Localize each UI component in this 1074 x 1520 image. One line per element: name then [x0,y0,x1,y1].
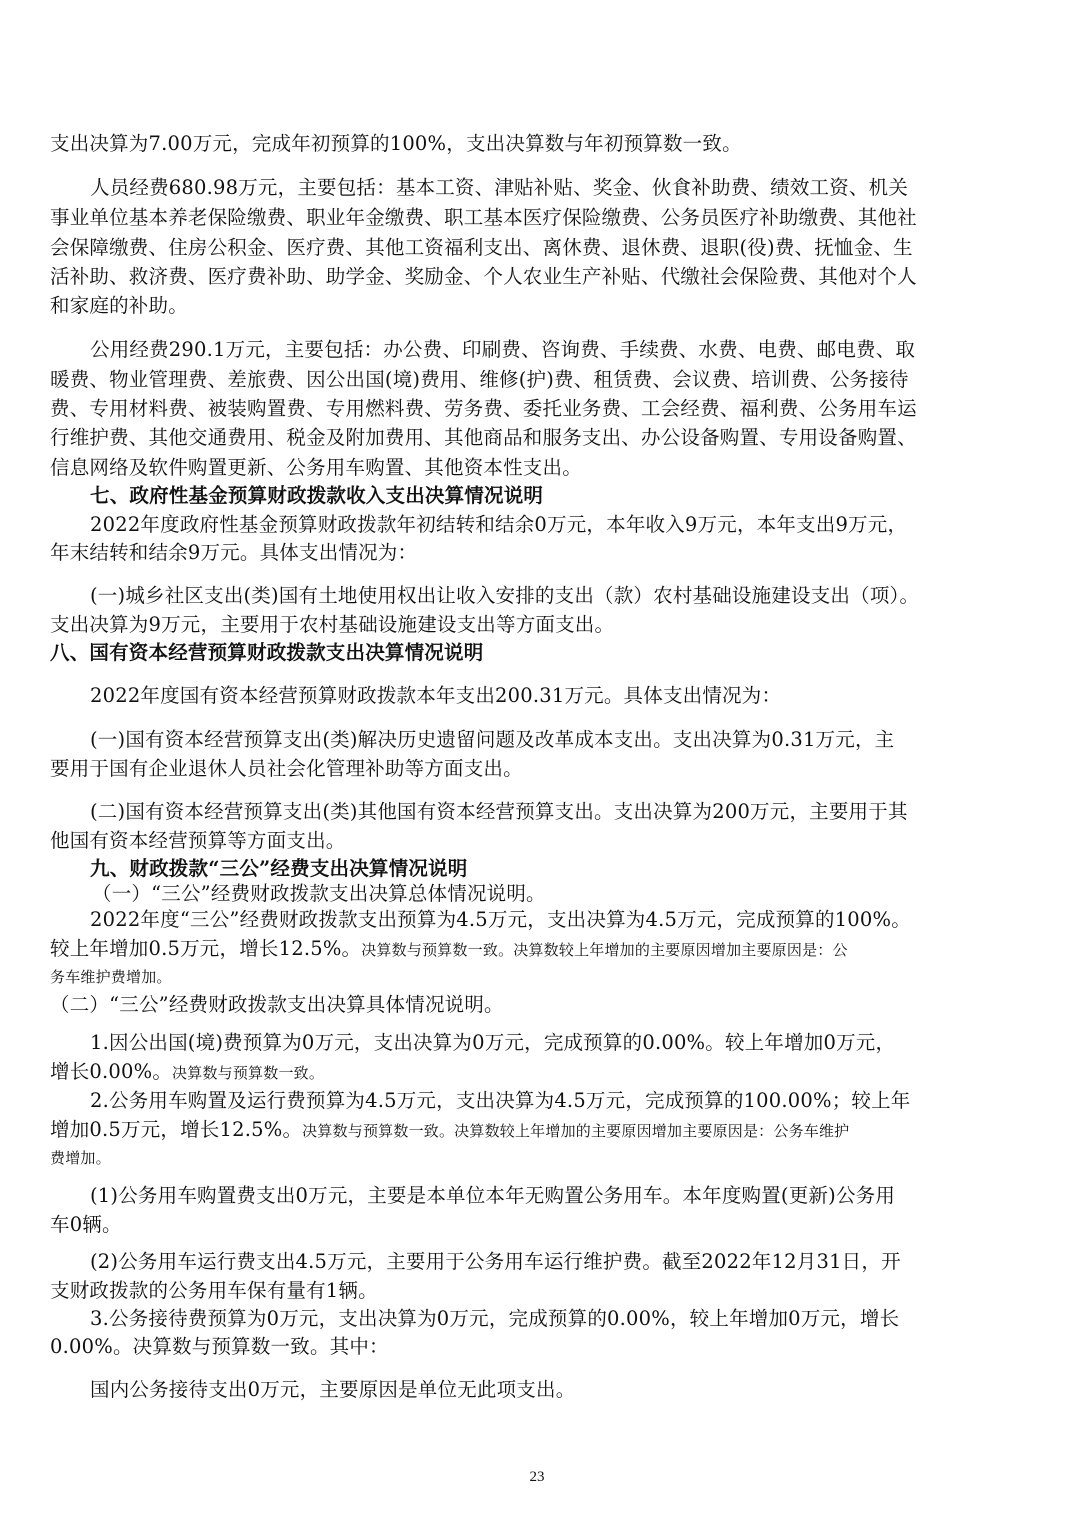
text-line: 2022年度国有资本经营预算财政拨款本年支出200.31万元。具体支出情况为： [90,684,782,707]
text-line: 支出决算为7.00万元，完成年初预算的100%，支出决算数与年初预算数一致。 [50,132,742,155]
text-segment-small: 决算数与预算数一致。决算数较上年增加的主要原因增加主要原因是：公务车维护 [302,1122,850,1140]
text-line: (2)公务用车运行费支出4.5万元，主要用于公务用车运行维护费。截至2022年12月31日，开 [90,1250,901,1273]
section-heading: 七、政府性基金预算财政拨款收入支出决算情况说明 [90,484,544,507]
text-line: 国内公务接待支出0万元，主要原因是单位无此项支出。 [90,1378,576,1401]
text-line: 2022年度政府性基金预算财政拨款年初结转和结余0万元，本年收入9万元，本年支出9万元， [90,513,908,536]
text-line: 信息网络及软件购置更新、公务用车购置、其他资本性支出。 [50,456,582,479]
text-line: (一)国有资本经营预算支出(类)解决历史遗留问题及改革成本支出。支出决算为0.31万元，主 [90,728,895,751]
text-line [50,1060,1000,1085]
text-line: 事业单位基本养老保险缴费、职业年金缴费、职工基本医疗保险缴费、公务员医疗补助缴费、其他社 [50,206,917,229]
text-line: 他国有资本经营预算等方面支出。 [50,829,346,852]
text-segment: 增长0.00%。 [50,1060,173,1083]
subsection-heading: （一）“三公”经费财政拨款支出决算总体情况说明。 [92,882,546,905]
subsection-heading: （二）“三公”经费财政拨款支出决算具体情况说明。 [50,993,504,1016]
text-line: 暖费、物业管理费、差旅费、因公出国(境)费用、维修(护)费、租赁费、会议费、培训费、公务接待 [50,368,909,391]
text-line: 要用于国有企业退休人员社会化管理补助等方面支出。 [50,757,523,780]
text-line: 2022年度“三公”经费财政拨款支出预算为4.5万元，支出决算为4.5万元，完成预算的100%。 [90,908,911,931]
text-line: 会保障缴费、住房公积金、医疗费、其他工资福利支出、离休费、退休费、退职(役)费、抚恤金、生 [50,236,913,259]
text-line: (二)国有资本经营预算支出(类)其他国有资本经营预算支出。支出决算为200万元，主要用于其 [90,800,908,823]
text-line: 行维护费、其他交通费用、税金及附加费用、其他商品和服务支出、办公设备购置、专用设备购置、 [50,426,917,449]
section-heading: 九、财政拨款“三公”经费支出决算情况说明 [90,857,468,880]
text-segment: 较上年增加0.5万元，增长12.5%。 [50,937,362,960]
text-line [50,937,1000,962]
text-line: 1.因公出国(境)费预算为0万元，支出决算为0万元，完成预算的0.00%。较上年增加0万元， [90,1031,896,1054]
text-line: 人员经费680.98万元，主要包括：基本工资、津贴补贴、奖金、伙食补助费、绩效工资、机关 [90,176,909,199]
section-heading: 八、国有资本经营预算财政拨款支出决算情况说明 [50,641,484,664]
text-segment-small: 决算数与预算数一致。决算数较上年增加的主要原因增加主要原因是：公 [361,941,848,959]
text-line: 2.公务用车购置及运行费预算为4.5万元，支出决算为4.5万元，完成预算的100.00%；较上年 [90,1089,911,1112]
text-line-small: 务车维护费增加。 [50,968,172,986]
text-line-small: 费增加。 [50,1149,111,1167]
text-line: 支财政拨款的公务用车保有量有1辆。 [50,1279,378,1302]
text-segment: 增加0.5万元，增长12.5%。 [50,1118,303,1141]
text-line: 车0辆。 [50,1213,122,1236]
text-segment-small: 决算数与预算数一致。 [172,1064,325,1082]
text-line: (1)公务用车购置费支出0万元，主要是本单位本年无购置公务用车。本年度购置(更新)公务用 [90,1184,896,1207]
text-line: 支出决算为9万元，主要用于农村基础设施建设支出等方面支出。 [50,613,615,636]
text-line: 和家庭的补助。 [50,294,188,317]
text-line: (一)城乡社区支出(类)国有土地使用权出让收入安排的支出（款）农村基础设施建设支出（项）。 [90,584,920,607]
text-line: 费、专用材料费、被装购置费、专用燃料费、劳务费、委托业务费、工会经费、福利费、公务用车运 [50,397,917,420]
text-line: 3.公务接待费预算为0万元，支出决算为0万元，完成预算的0.00%，较上年增加0万元，增长 [90,1307,900,1330]
text-line: 0.00%。决算数与预算数一致。其中： [50,1335,389,1358]
text-line: 活补助、救济费、医疗费补助、助学金、奖励金、个人农业生产补贴、代缴社会保险费、其他对个人 [50,265,917,288]
page-number: 23 [529,1469,545,1485]
text-line: 年末结转和结余9万元。具体支出情况为： [50,541,418,564]
text-line [50,1118,1000,1143]
text-line: 公用经费290.1万元，主要包括：办公费、印刷费、咨询费、手续费、水费、电费、邮电费、取 [90,338,916,361]
